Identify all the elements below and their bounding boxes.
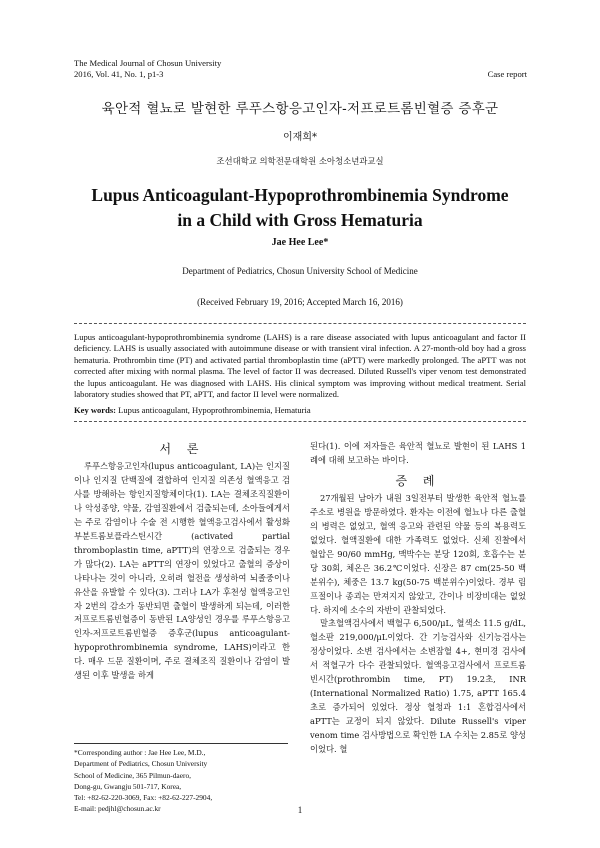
intro-continued: 된다(1). 이에 저자들은 육안적 혈뇨로 발현이 된 LAHS 1례에 대해 보고하는 바이다. — [310, 441, 526, 465]
english-title-line1: Lupus Anticoagulant-Hypoprothrombinemia Syndrome — [91, 185, 509, 205]
case-paragraph-2: 말초혈액검사에서 백혈구 6,500/μL, 혈색소 11.5 g/dL, 혈소판 219,000/μL이었다. 간 기능검사와 신기능검사는 정상이었다. 소변 검사에서는 소변잠혈 4+, 현미경 검사에서 적혈구가 다수 관찰되었다. 혈액응고검사에서 프로트롬빈시간(prothrombin time, PT) 19.2초, INR (International Normalized Ratio) 1.75, aPTT 165.4초로 증가되어 있었다. 정상 혈청과 1:1 혼합검사에서 aPTT는 교정이 되지 않았다. Dilute Russell's viper venom time 검사방법으로 확인한 LA 수치는 2.85로 양성이었다. 혈 — [310, 618, 526, 755]
korean-author: 이재희* — [283, 132, 317, 143]
keywords — [74, 405, 526, 415]
journal-citation: 2016, Vol. 41, No. 1, p1-3 — [74, 69, 164, 79]
intro-heading: 서 론 — [159, 442, 205, 456]
english-affiliation: Department of Pediatrics, Chosun University School of Medicine — [182, 266, 418, 276]
english-title — [0, 183, 600, 233]
footnote-line: *Corresponding author : Jae Hee Lee, M.D., — [74, 748, 206, 757]
case-heading: 증 례 — [395, 473, 441, 488]
korean-affiliation: 조선대학교 의학전문대학원 소아청소년과교실 — [216, 156, 384, 166]
abstract-top-divider — [74, 323, 526, 324]
intro-paragraph: 루푸스항응고인자(lupus anticoagulant, LA)는 인지질이나 인지질 단백질에 결합하여 인지질 의존성 혈액응고 검사를 방해하는 항인지질항체이다(1). LA는 결체조직질환이나 악성종양, 약물, 감염질환에서 검출되는데, 소아들에게서는 주로 감염이나 수술 전 시행한 혈액응고검사에서 활성화부분트롬보플라스틴시간 (activated partial thromboplastin time, aPTT)의 연장으로 검출되는 경우가 많다(2). LA는 aPTT의 연장이 있었다고 출혈의 증상이 나타나는 것이 아니라, 오히려 혈전을 생성하여 뇌졸중이나 유산을 유발할 수 있다(3). 그러나 LA가 후천성 혈액응고인자 2번의 감소가 동반되면 출혈이 발생하게 되는데, 이러한 저프로트롬빈혈증이 동반된 LA양성인 경우를 루푸스항응고인자-저프로트롬빈혈증 증후군(lupus anticoagulant-hypoprothrombinemia syndrome, LAHS)이라고 한다. 매우 드문 질환이며, 주로 결체조직 질환이나 감염이 발생된 이후 발생을 하게 — [74, 461, 290, 681]
footnote-email: E-mail: pedjhl@chosun.ac.kr — [74, 804, 161, 814]
abstract-text: Lupus anticoagulant-hypoprothrombinemia syndrome (LAHS) is a rare disease associated with lupus anticoagulant and factor II deficiency. LAHS is usually associated with autoimmune disease or with transient viral infection. A 27-month-old boy had a gross hematuria. Prothrombin time (PT) and activated partial thromboplastin time (aPTT) were markedly prolonged. The aPTT was not corrected after mixing with normal plasma. The level of factor II was decreased. Diluted Russell's viper venom test demonstrated the lupus anticoagulant. He was diagnosed with LAHS. His clinical symptom was improving without medical treatment. Serial laboratory studies showed that PT, aPTT, and factor II level were normalized. — [74, 332, 526, 400]
english-author: Jae Hee Lee* — [271, 237, 329, 248]
journal-name: The Medical Journal of Chosun University — [74, 58, 222, 68]
case-paragraph-1: 27개월된 남아가 내원 3일전부터 발생한 육안적 혈뇨를 주소로 병원을 방문하였다. 환자는 이전에 혈뇨나 다른 출혈의 병력은 없었고, 혈액 응고와 관련된 약물 등의 복용력도 없었다. 혈액질환에 대한 가족력도 없었다. 신체 진찰에서 혈압은 90/60 mmHg, 맥박수는 분당 120회, 호흡수는 분당 30회, 체온은 36.2℃이었다. 신장은 87 cm(25-50 백분위수), 체중은 13.7 kg(50-75 백분위수)이었다. 경부 림프절이나 종괴는 만져지지 않았고, 간이나 비장비대는 없었다. 하지에 소수의 자반이 관찰되었다. — [310, 492, 526, 615]
page-number: 1 — [297, 805, 303, 815]
footnote-line: Tel: +82-62-220-3069, Fax: +82-62-227-2904, — [74, 793, 213, 803]
received-dates: (Received February 19, 2016; Accepted March 16, 2016) — [197, 297, 403, 307]
english-title-line2: in a Child with Gross Hematuria — [177, 210, 423, 230]
footnote-line: Department of Pediatrics, Chosun University — [74, 759, 208, 769]
left-column — [74, 440, 290, 683]
footnote-divider — [74, 743, 288, 744]
article-type: Case report — [487, 69, 527, 79]
keywords-value: Lupus anticoagulant, Hypoprothrombinemia, Hematuria — [118, 405, 311, 415]
footnote-line: School of Medicine, 365 Pilmun-daero, — [74, 770, 191, 780]
korean-title: 육안적 혈뇨로 발현한 루푸스항응고인자-저프로트롬빈혈증 증후군 — [101, 101, 499, 117]
keywords-label: Key words: — [74, 405, 117, 415]
journal-header — [74, 58, 221, 80]
abstract-bottom-divider — [74, 421, 526, 422]
right-column — [310, 440, 526, 757]
footnote-line: Dong-gu, Gwangju 501-717, Korea, — [74, 781, 182, 791]
